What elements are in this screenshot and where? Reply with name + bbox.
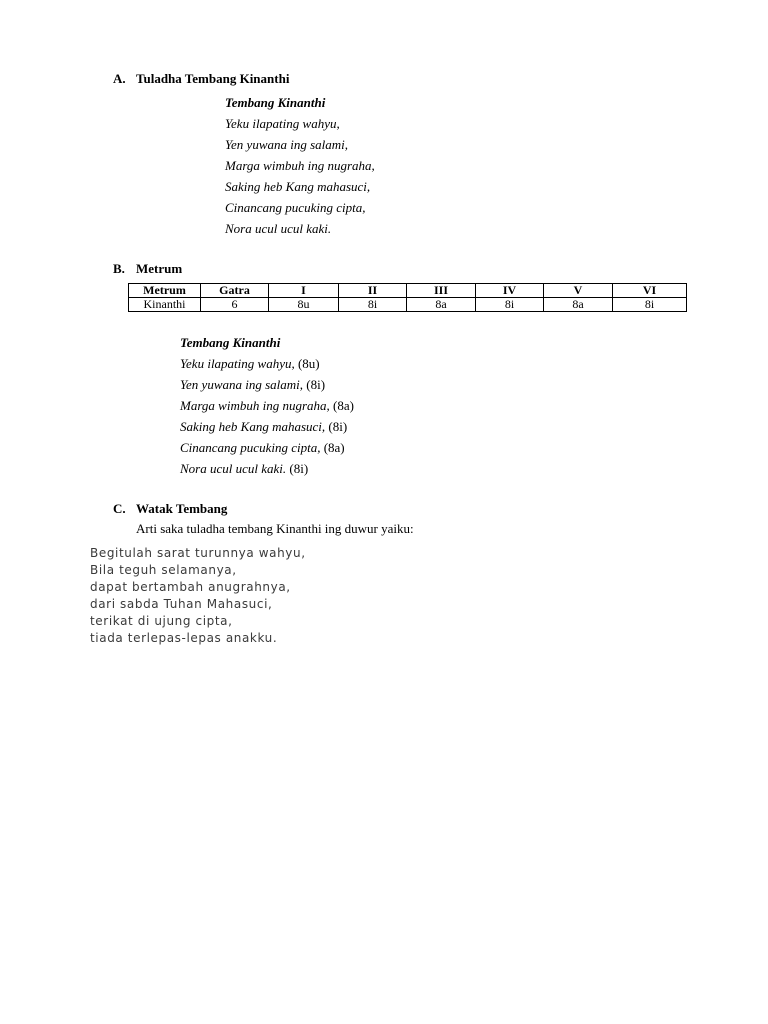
translation-line: terikat di ujung cipta,: [90, 614, 233, 628]
section-a-letter: A.: [113, 71, 126, 86]
metrum-header-cell: I: [269, 284, 339, 298]
poem-b-line-text: Yen yuwana ing salami,: [180, 377, 304, 392]
poem-a-line: Nora ucul ucul kaki.: [225, 221, 332, 236]
poem-a-line: Cinancang pucuking cipta,: [225, 200, 366, 215]
meter-label: (8u): [297, 356, 320, 371]
poem-b-line: [180, 458, 354, 479]
meter-label: (8i): [328, 419, 348, 434]
poem-a-line: Saking heb Kang mahasuci,: [225, 179, 371, 194]
poem-b: [180, 332, 354, 479]
metrum-header-cell: III: [407, 284, 476, 298]
poem-a-title: Tembang Kinanthi: [225, 95, 326, 110]
metrum-table: [128, 283, 687, 312]
poem-b-line: [180, 374, 354, 395]
meter-label: (8i): [289, 461, 309, 476]
metrum-cell: 8a: [544, 298, 613, 312]
meter-label: (8a): [333, 398, 354, 413]
meter-label: (8i): [306, 377, 326, 392]
table-row: [129, 298, 687, 312]
meter-label: (8a): [323, 440, 345, 455]
metrum-cell: 8i: [476, 298, 544, 312]
poem-b-line-text: Cinancang pucuking cipta,: [180, 440, 321, 455]
poem-b-line-text: Nora ucul ucul kaki.: [180, 461, 287, 476]
metrum-header-cell: Gatra: [201, 284, 269, 298]
translation-line: dapat bertambah anugrahnya,: [90, 580, 291, 594]
metrum-cell: 8a: [407, 298, 476, 312]
metrum-header-cell: IV: [476, 284, 544, 298]
section-c-letter: C.: [113, 501, 126, 516]
metrum-cell: 8i: [613, 298, 687, 312]
poem-a-line: Marga wimbuh ing nugraha,: [225, 158, 375, 173]
metrum-cell: Kinanthi: [129, 298, 201, 312]
poem-a-line: Yeku ilapating wahyu,: [225, 116, 340, 131]
translation-line: tiada terlepas-lepas anakku.: [90, 631, 278, 645]
poem-a: [225, 92, 375, 239]
metrum-header-row: [129, 284, 687, 298]
section-c-heading: [113, 501, 227, 517]
metrum-header-cell: II: [339, 284, 407, 298]
poem-b-line: [180, 395, 354, 416]
section-c-intro: Arti saka tuladha tembang Kinanthi ing duwur yaiku:: [136, 521, 414, 536]
metrum-cell: 8u: [269, 298, 339, 312]
poem-b-title: Tembang Kinanthi: [180, 335, 281, 350]
poem-a-line: Yen yuwana ing salami,: [225, 137, 349, 152]
translation-line: Bila teguh selamanya,: [90, 563, 237, 577]
poem-b-line: [180, 437, 354, 458]
section-a-title: Tuladha Tembang Kinanthi: [136, 71, 290, 86]
translation-line: Begitulah sarat turunnya wahyu,: [90, 546, 306, 560]
section-b-letter: B.: [113, 261, 125, 276]
poem-b-line: [180, 353, 354, 374]
poem-b-line-text: Saking heb Kang mahasuci,: [180, 419, 326, 434]
section-b-title: Metrum: [136, 261, 183, 276]
section-b-heading: [113, 261, 182, 277]
metrum-cell: 8i: [339, 298, 407, 312]
metrum-header-cell: Metrum: [129, 284, 201, 298]
translation-block: [90, 545, 306, 647]
poem-b-line: [180, 416, 354, 437]
poem-b-line-text: Marga wimbuh ing nugraha,: [180, 398, 330, 413]
metrum-header-cell: VI: [613, 284, 687, 298]
section-a-heading: [113, 71, 289, 87]
section-c-title: Watak Tembang: [136, 501, 228, 516]
translation-line: dari sabda Tuhan Mahasuci,: [90, 597, 273, 611]
metrum-header-cell: V: [544, 284, 613, 298]
poem-b-line-text: Yeku ilapating wahyu,: [180, 356, 295, 371]
metrum-cell: 6: [201, 298, 269, 312]
